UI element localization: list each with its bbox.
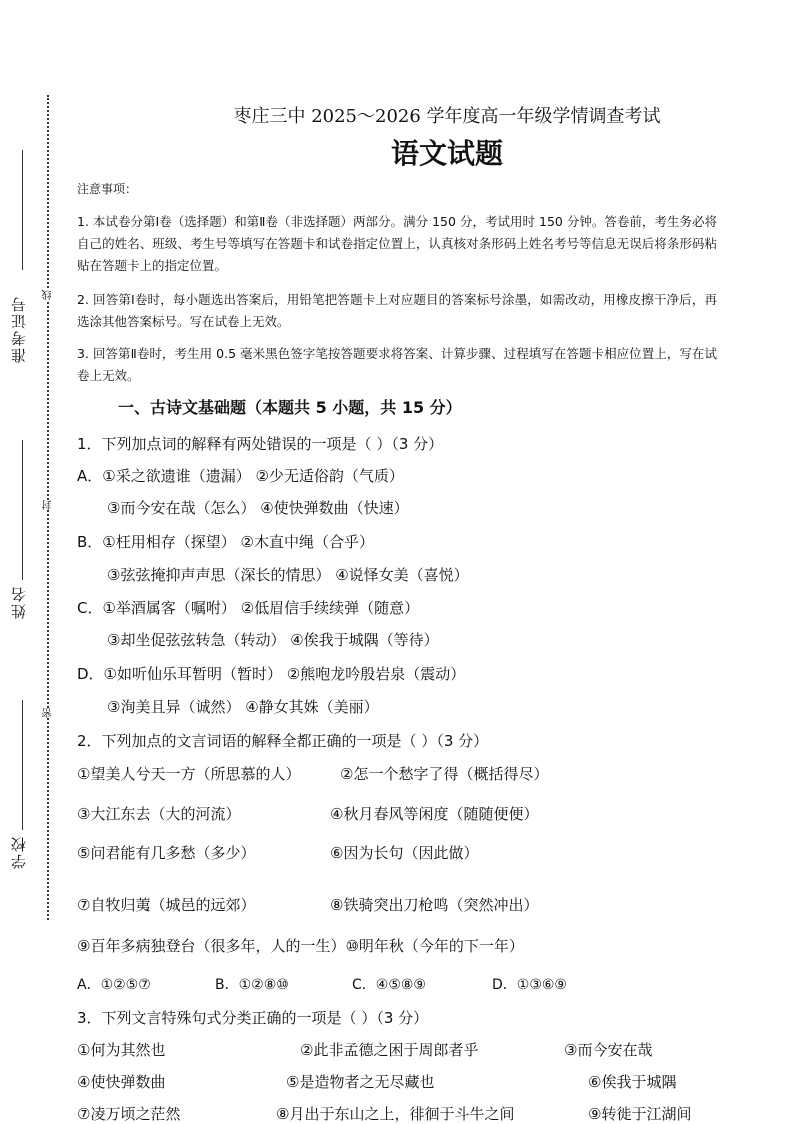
- school-line: [22, 700, 23, 830]
- q1-option-d-line1: D．①如听仙乐耳暂明（暂时） ②熊咆龙吟殷岩泉（震动）: [77, 665, 466, 683]
- q3-sentence-7: ⑦凌万顷之茫然: [77, 1105, 181, 1123]
- q2-item-5: ⑤问君能有几多愁（多少）: [77, 844, 256, 862]
- q2-item-9-10: ⑨百年多病独登台（很多年，人的一生）⑩明年秋（今年的下一年）: [77, 937, 524, 955]
- mark-seal: 封: [43, 500, 54, 510]
- q2-item-1: ①望美人兮天一方（所思慕的人）: [77, 765, 301, 783]
- q3-sentence-8: ⑧月出于东山之上，徘徊于斗牛之间: [276, 1105, 515, 1123]
- q3-stem: 3．下列文言特殊句式分类正确的一项是（ ）（3 分）: [77, 1009, 429, 1027]
- q2-item-3: ③大江东去（大的河流）: [77, 805, 241, 823]
- q3-sentence-6: ⑥俟我于城隅: [588, 1073, 677, 1091]
- q1-option-d-line2: ③洵美且异（诚然） ④静女其姝（美丽）: [107, 698, 379, 716]
- mark-line: 线: [43, 290, 54, 300]
- q2-option-c: C．④⑤⑧⑨: [352, 977, 426, 993]
- q2-item-7: ⑦自牧归荑（城邑的远郊）: [77, 896, 256, 914]
- q2-option-a: A．①②⑤⑦: [77, 977, 151, 993]
- q3-sentence-5: ⑤是造物者之无尽藏也: [286, 1073, 435, 1091]
- exam-no-label: 准考证号: [10, 295, 28, 363]
- q1-option-c-line2: ③却坐促弦弦转急（转动） ④俟我于城隅（等待）: [107, 631, 439, 649]
- q2-stem: 2．下列加点的文言词语的解释全都正确的一项是（ ）（3 分）: [77, 732, 489, 750]
- name-label: 姓名: [10, 585, 28, 619]
- q3-sentence-2: ②此非孟德之困于周郎者乎: [300, 1041, 479, 1059]
- section-title: 一、古诗文基础题（本题共 5 小题，共 15 分）: [118, 398, 462, 417]
- q1-stem: 1．下列加点词的解释有两处错误的一项是（ ）（3 分）: [77, 435, 444, 453]
- q2-item-4: ④秋月春风等闲度（随随便便）: [330, 805, 539, 823]
- q2-item-6: ⑥因为长句（因此做）: [330, 844, 479, 862]
- q2-item-8: ⑧铁骑突出刀枪鸣（突然冲出）: [330, 896, 539, 914]
- subject-title: [0, 132, 794, 172]
- q2-option-d: D．①③⑥⑨: [492, 977, 567, 993]
- subject-title-text: 语文试题: [390, 137, 503, 170]
- q3-sentence-1: ①何为其然也: [77, 1041, 166, 1059]
- name-line: [22, 440, 23, 580]
- notice-item-3: 3. 回答第Ⅱ卷时，考生用 0.5 毫米黑色签字笔按答题要求将答案、计算步骤、过程填写在答题卡相应位置上，写在试卷上无效。: [77, 346, 717, 383]
- notice-item-1: 1. 本试卷分第Ⅰ卷（选择题）和第Ⅱ卷（非选择题）两部分。满分 150 分，考试用时 150 分钟。答卷前，考生务必将自己的姓名、班级、考生号等填写在答题卡和试卷指定位置上，认真核对条形码上姓名考号等信息无误后将条形码粘贴在答题卡上的指定位置。: [77, 214, 717, 273]
- exam-title: [0, 102, 794, 128]
- exam-title-text: 枣庄三中 2025～2026 学年度高一年级学情调查考试: [233, 106, 661, 127]
- notice-item-2: 2. 回答第Ⅰ卷时，每小题选出答案后，用铅笔把答题卡上对应题目的答案标号涂墨，如需改动，用橡皮擦干净后，再选涂其他答案标号。写在试卷上无效。: [77, 292, 717, 329]
- q1-option-c-line1: C．①举酒属客（嘱咐） ②低眉信手续续弹（随意）: [77, 599, 420, 617]
- q1-option-a-line1: A．①采之欲遗谁（遗漏） ②少无适俗韵（气质）: [77, 467, 404, 485]
- q2-option-b: B．①②⑧⑩: [215, 977, 289, 993]
- notice-heading: 注意事项：: [77, 182, 138, 196]
- school-label: 学校: [10, 835, 28, 869]
- q1-option-b-line2: ③弦弦掩抑声声思（深长的情思） ④说怿女美（喜悦）: [107, 566, 469, 584]
- q1-option-b-line1: B．①枉用相存（探望） ②木直中绳（合乎）: [77, 533, 374, 551]
- mark-secret: 密: [43, 708, 54, 718]
- q1-option-a-line2: ③而今安在哉（怎么） ④使快弹数曲（快速）: [107, 499, 409, 517]
- q2-item-2: ②怎一个愁字了得（概括得尽）: [340, 765, 549, 783]
- q3-sentence-9: ⑨转徙于江湖间: [588, 1105, 692, 1123]
- q3-sentence-4: ④使快弹数曲: [77, 1073, 166, 1091]
- q3-sentence-3: ③而今安在哉: [564, 1041, 653, 1059]
